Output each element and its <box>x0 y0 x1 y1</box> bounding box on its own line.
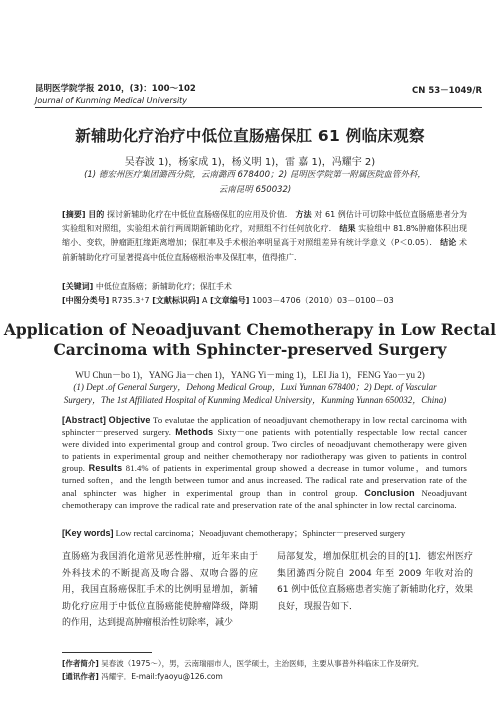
paper-title-en <box>0 320 500 359</box>
author-footnote-text: 吴春波（1975～），男，云南瑞丽市人，医学硕士，主治医师，主要从事普外科临床工作及研究． <box>101 659 425 668</box>
abstract-cn <box>62 208 467 265</box>
keywords-en <box>62 527 467 539</box>
corresponding-footnote-label: [通讯作者] <box>62 672 99 681</box>
authors-en: WU Chun－bo 1)，YANG Jia－chen 1)，YANG Yi－ming 1)，LEI Jia 1)，FENG Yao－yu 2) <box>75 370 425 380</box>
header-rule <box>35 107 482 108</box>
results-text-cn: 实验组中 81.8%肿瘤体积出现缩小、变软，肿瘤距肛缘距离增加；保肛率及手术根治率明显高于对照组差异有统计学意义（P＜0.05）． <box>62 224 467 248</box>
abstract-en <box>62 414 467 511</box>
body-column-left: 直肠癌为我国消化道常见恶性肿瘤，近年来由于外科技术的不断提高及吻合器、双吻合器的应用，我国直肠癌保肛手术的比例明显增加，新辅助化疗应用于中低位直肠癌能使肿瘤降级，降期的作用，达到提高肿瘤根治性切除率，减少 <box>62 552 258 628</box>
conclusion-text-cn: 术前新辅助化疗可显著提高中低位直肠癌根治率及保肛率，值得推广． <box>62 238 468 262</box>
affiliation-en-line2: Surgery，The 1st Affiliated Hospital of Kunming Medical University，Kunming Yunnan 650032，China) <box>63 395 447 405</box>
author-footnote-label: [作者简介] <box>62 659 99 668</box>
results-label-en: Results <box>88 463 123 474</box>
keywords-cn <box>62 281 467 293</box>
conclusion-label-en: Conclusion <box>364 487 415 498</box>
results-label-cn: 结果 <box>339 224 356 234</box>
article-id-label: [文章编号] <box>210 296 250 305</box>
clc-label: [中图分类号] <box>62 296 110 305</box>
affiliation-en <box>40 381 470 407</box>
conclusion-label-cn: 结论 <box>440 238 457 248</box>
affiliation-cn-line2: 云南昆明 650032) <box>218 185 292 195</box>
authors-cn: 吴春波 1)，杨家成 1)，杨义明 1)，雷 嘉 1)，冯耀宇 2) <box>124 157 376 168</box>
journal-name-en: Journal of Kunming Medical University <box>35 96 188 105</box>
doc-code: A <box>202 296 208 305</box>
classification-cn <box>62 295 467 307</box>
journal-citation <box>35 84 196 106</box>
article-id: 1003－4706（2010）03－0100－03 <box>251 296 394 305</box>
keywords-cn-text: 中低位直肠癌；新辅助化疗；保肛手术 <box>95 282 232 291</box>
affiliation-en-line1: (1) Dept .of General Surgery，Dehong Medical Group，Luxi Yunnan 678400；2) Dept. of Vascular <box>73 382 437 392</box>
keywords-en-label: [Key words] <box>62 528 114 538</box>
footnote-rule <box>62 652 152 653</box>
objective-text-en: To evalutae the application of neoadjuvant chemotherapy in low rectal carcinoma with sphincter－preserved surgery. <box>62 415 467 438</box>
doc-code-label: [文献标识码] <box>152 296 200 305</box>
methods-text-cn: 对 61 例估计可切除中低位直肠癌患者分为实验组和对照组，实验组术前行两周期新辅助化疗，对照组不行任何放化疗． <box>62 210 468 234</box>
methods-text-en: Sixty－one patients with potentially respectable low rectal cancer were divided into experimental group and control group. Two circles of neoadjuvant chemotherapy were given to patients in experimental group and neither chemotherapy nor radiotherapy was given to patients in control group. <box>62 427 467 474</box>
keywords-cn-label: [关键词] <box>62 282 94 291</box>
results-text-en: 81.4% of patients in experimental group showed a decrease in tumor volume，and tumors turned soften，and the length between tumor and anus increased. The radical rate and preservation rate of the anal sphincter was higher in experimental group than in control group. <box>62 463 467 498</box>
journal-name-cn: 昆明医学院学报 2010，(3)：100～102 <box>35 84 196 94</box>
affiliation-cn-line1: (1) 德宏州医疗集团潞西分院，云南潞西 678400；2) 昆明医学院第一附属医院血管外科， <box>84 170 426 180</box>
cn-code: CN 53－1049/R <box>412 86 482 96</box>
methods-label-en: Methods <box>175 427 214 438</box>
paper-title-en-line1: Application of Neoadjuvant Chemotherapy in Low Rectal <box>3 320 497 339</box>
objective-text-cn: 探讨新辅助化疗在中低位直肠癌保肛的应用及价值． <box>106 210 293 219</box>
paper-title-cn: 新辅助化疗治疗中低位直肠癌保肛 61 例临床观察 <box>75 127 425 145</box>
abstract-cn-label: [摘要] <box>62 210 86 219</box>
objective-label-cn: 目的 <box>88 210 105 219</box>
keywords-en-text: Low rectal carcinoma；Neoadjuvant chemotherapy；Sphincter－preserved surgery <box>115 528 406 538</box>
clc-code: R735.3⁺7 <box>111 296 150 305</box>
corresponding-footnote <box>62 671 223 683</box>
body-column-right: 局部复发，增加保肛机会的目的[1]．德宏州医疗集团潞西分院自 2004 年至 2009 年收对治的 61 例中低位直肠癌患者实施了新辅助化疗，效果良好，现报告如下． <box>277 552 473 612</box>
paper-title-en-line2: Carcinoma with Sphincter-preserved Surgery <box>53 339 447 359</box>
corresponding-footnote-text: 冯耀宇．E-mail:fyaoyu@126.com <box>101 672 223 681</box>
methods-label-cn: 方法 <box>295 210 312 219</box>
affiliation-cn <box>30 168 480 198</box>
conclusion-text-en: Neoadjuvant chemotherapy can improve the radical rate and preservation rate of the anal sphincter in low rectal carcinoma. <box>62 487 467 510</box>
objective-label-en: Objective <box>108 415 151 425</box>
author-footnote <box>62 658 424 670</box>
abstract-en-label: [Abstract] <box>62 415 107 425</box>
